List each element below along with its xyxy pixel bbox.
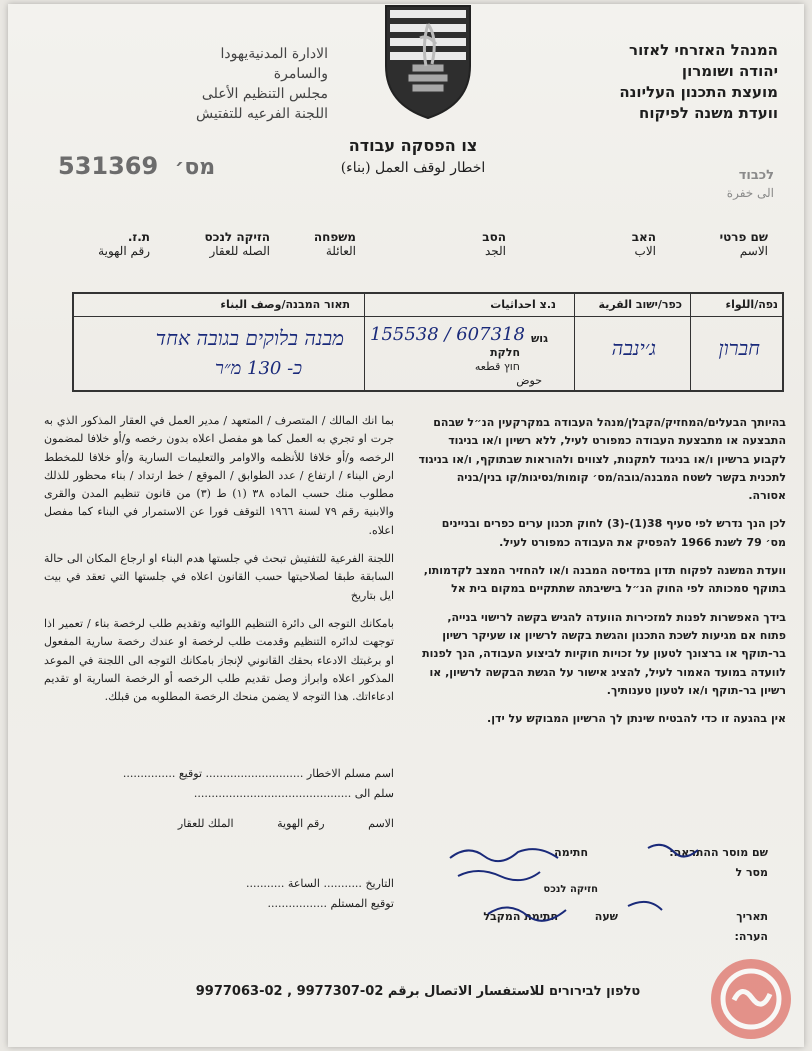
table-header-village: כפר/ישוב القرية	[598, 298, 682, 311]
parcel-label-block: גוש	[530, 332, 548, 345]
signature-block-hebrew	[448, 840, 768, 943]
name-row	[58, 230, 768, 276]
table-column-divider	[364, 294, 365, 390]
emblem-icon	[382, 4, 474, 120]
title-hebrew: צו הפסקה עבודה	[348, 136, 478, 155]
sign-line: توقيع المستلم .................	[267, 897, 394, 910]
footer-contact: טלפון לבירורים للاستفسار الاتصال برقم 02-9977307 , 02-9977063	[195, 984, 641, 999]
handwritten-signature-icon	[448, 840, 768, 940]
body-he-paragraph: אין בהגעה זו כדי להבטיח שינתן לך הרשיון המבוקש על ידן.	[487, 712, 786, 726]
table-header-coordinates: נ.צ احداثيات	[490, 298, 556, 311]
recipient-label-ar: الى خفرة	[726, 186, 774, 200]
body-he-paragraph: בידך האפשרות לפנות למזכירות הוועדה להגיש בקשה לרישוי בנייה, פתוח אם מגיעות לשכת התכנון והגשת בקשה לרשיון או שעיקר רשיון בר-תוקף או ברצונך לטעון על זכויות חוקיות לביצוע העבודה, הנך לפנות לוועדה במועד האמור לעיל, להציג אישור על הגשת הבקשה לרשיון, או רשיון בר-תוקף ו/או לטעון טענותיך.	[422, 610, 786, 697]
form-label: הערה:	[734, 930, 768, 943]
header-ar-line: مجلس التنظيم الأعلى	[201, 86, 328, 102]
signature-block-arabic	[44, 764, 394, 914]
description-line-2: כ- 130 מ״ר	[214, 358, 302, 379]
form-label: מסר ל	[735, 866, 768, 879]
header-he-line: מועצת התכנון העליונה	[619, 83, 778, 101]
serial-value: 531369	[58, 152, 159, 180]
body-hebrew	[418, 414, 786, 738]
table-header-district: נפה/اللواء	[725, 298, 778, 311]
name-col-father: האב الاب	[631, 230, 656, 258]
parcel-label-hawd: حوض	[516, 374, 542, 387]
village-value: ג׳ינבה	[611, 336, 656, 360]
form-label: חתימה	[554, 846, 588, 859]
form-label: חתימת המקבל	[483, 910, 558, 923]
header-he-line: המנהל האזרחי לאזור	[629, 41, 778, 59]
sign-line: الاسم رقم الهوية الملك للعقار	[177, 817, 394, 830]
title-arabic: اخطار لوقف العمل (بناء)	[340, 160, 486, 176]
serial-number	[58, 152, 215, 180]
name-col-grandfather: הסב الجد	[482, 230, 506, 258]
district-value: חברון	[718, 336, 760, 360]
form-label: תאריך	[736, 910, 768, 923]
watermark-logo-icon	[706, 954, 796, 1044]
sign-line: التاريخ ........... الساعة ...........	[245, 877, 394, 890]
serial-label: מס׳	[174, 155, 216, 180]
sign-line: اسم مسلم الاخطار ............................ توقيع ...............	[122, 767, 394, 780]
form-label: חזיקה לנכס	[543, 884, 598, 895]
table-header-description: תאור המבנה/وصف البناء	[220, 298, 350, 311]
description-line-1: מבנה בלוקים בגובה אחד	[155, 326, 344, 350]
header-arabic	[68, 44, 328, 124]
body-arabic	[44, 412, 394, 716]
body-ar-paragraph: بامكانك التوجه الى دائرة التنظيم اللوائيه وتقديم طلب لرخصة بناء / تعمير اذا توجهت لدائره التنظيم وقدمت طلب لرخصة او عندك رخصة سارية المفعول او برغبتك الادعاء بحقك القانوني لإنجاز بامكانك التوجه الى اللجنة في الموعد المذكور اعلاه وابراز وصل تقديم طلب الرخصه أو الرخصة السارية او تقديم ادعاءاتك. هذا التوجه لا يضمن منحك الرخصة المطلوبه من قبلك.	[44, 616, 394, 704]
body-ar-paragraph: اللجنة الفرعية للتفتيش تبحث في جلستها هدم البناء او ارجاع المكان الى حالة السابقة طبقا لصلاحيتها حسب القانون اعلاه في جلستها التي تعقد في بيت ايل بتاريخ	[44, 552, 394, 602]
parcel-label-plot: חלקת	[490, 346, 520, 359]
table-column-divider	[690, 294, 691, 390]
name-col-first: שם פרטי الاسم	[719, 230, 768, 258]
body-he-paragraph: בהיותך הבעלים/המחזיק/הקבלן/מנהל העבודה במקרקעין הנ״ל שבהם התבצעה או מתבצעת העבודה כמפורט לעיל, ללא רשיון ו/או בניגוד לקבוע ברשיון ו/או בניגוד לתקנות, לצווים ולהוראות שבתוקף, ו/או בניגוד לתכנית בקשר לשטח המבנה/גובה/מס׳ קומות/נסיגות/קו בנין/בניה אסורה.	[418, 416, 786, 503]
sign-line: سلم الى .............................................	[193, 787, 394, 800]
table-column-divider	[574, 294, 575, 390]
name-col-relation: הזיקה לנכס الصله للعقار	[204, 230, 270, 258]
name-col-family: משפחה العائلة	[313, 230, 356, 258]
table-header-divider	[74, 316, 782, 317]
header-hebrew	[518, 40, 778, 124]
form-label: שם מוסר ההתראה:	[669, 846, 768, 859]
header-he-line: יהודה ושומרון	[681, 62, 778, 80]
header-ar-line: اللجنة الفرعيه للتفتيش	[195, 106, 328, 122]
header-ar-line: والسامرة	[273, 66, 328, 82]
recipient-label-he: לכבוד	[738, 168, 774, 183]
body-he-paragraph: לכן הנך נדרש לפי סעיף 38(1)-(3) לחוק תכנון ערים כפרים ובניינים מס׳ 79 לשנת 1966 להפסיק את העבודה כמפורט לעיל.	[441, 517, 786, 549]
header-ar-line: الادارة المدنيةيهودا	[220, 46, 328, 62]
location-table	[72, 292, 784, 392]
header-he-line: וועדת משנה לפיקוח	[639, 104, 778, 122]
parcel-label-qitaa: חוץ قطعه	[474, 360, 520, 373]
name-col-id: ת.ז. رقم الهوية	[98, 230, 150, 258]
body-he-paragraph: וועדת המשנה לפקוח תדון במדיסה המבנה ו/או להחזיר המצב לקדמותו, בתוקף סמכותה לפי החוק הנ״ל בישיבתה שתתקיים במקום בית אל	[423, 564, 786, 596]
body-ar-paragraph: بما انك المالك / المتصرف / المتعهد / مدير العمل في العقار المذكور الذي به جرت او تجري به العمل كما هو مفصل اعلاه بدون رخصه و/أو خلافا لمضمون الرخصه و/أو خلافا للأنظمه والاوامر والتعليمات السارية و/أو خلافا للمخطط ارض البناء / ارتفاع / عدد الطوابق / الموقع / خط ارتداد / بناء محظور للذلك مطلوب منك حسب الماده ٣٨ (١) ط (٣) من قانون تنظيم المدن والقرى والابنية رقم ٧٩ لسنة ١٩٦٦ التوقف فورا عن الاستمرار في البناء كما مفصل اعلاه.	[44, 414, 394, 537]
notice-document	[8, 4, 804, 1047]
form-label: שעה	[594, 910, 618, 923]
coordinates-value: 155538 / 607318	[370, 324, 525, 345]
